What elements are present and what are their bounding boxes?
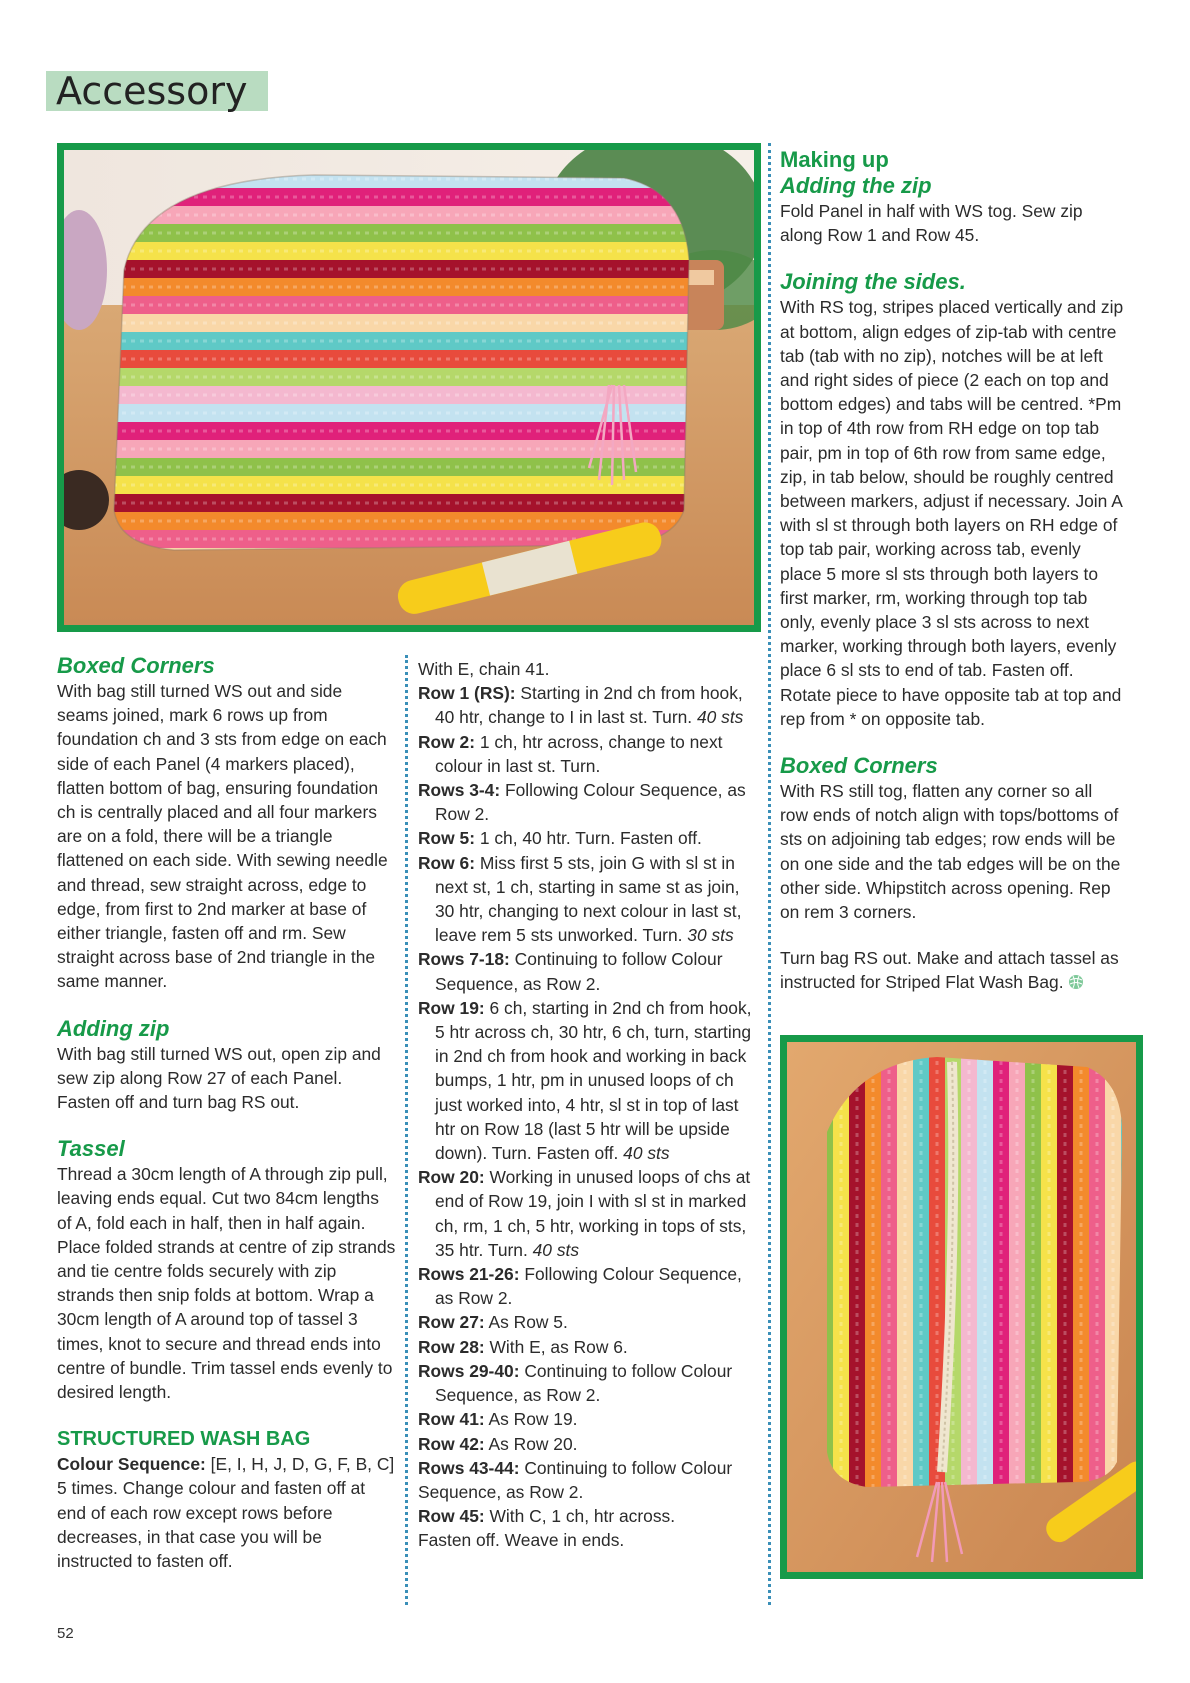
row-label: Rows 3-4: [418, 780, 501, 801]
making-up-heading: Making up [780, 147, 889, 172]
section-label: Accessory [46, 71, 268, 111]
row-text: Continuing to follow Colour Sequence, as Row 2. [435, 949, 723, 994]
row-label: Row 45: [418, 1506, 485, 1527]
row-text: With C, 1 ch, htr across. [484, 1506, 676, 1527]
final-text: Turn bag RS out. Make and attach tassel as instructed for Striped Flat Wash Bag. [780, 948, 1119, 993]
row-45 [418, 1504, 758, 1528]
boxed-corners-heading: Boxed Corners [57, 653, 215, 678]
row-text: With E, as Row 6. [484, 1336, 628, 1357]
row-label: Row 2: [418, 731, 476, 752]
row-instruction [418, 996, 758, 1165]
stitch-count: 40 sts [696, 707, 744, 728]
row-instruction [418, 1310, 758, 1334]
colour-sequence-text: [E, I, H, J, D, G, F, B, C] 5 times. Change colour and fasten off at end of each row except rows before decreases, in that case you will be instructed to fasten off. [57, 1454, 395, 1572]
row-text: As Row 19. [484, 1409, 578, 1430]
row-label: Row 19: [418, 997, 485, 1018]
row-label: Row 20: [418, 1167, 485, 1188]
row-text: 1 ch, 40 htr. Turn. Fasten off. [475, 828, 702, 849]
standing-bag-illustration [787, 1042, 1136, 1572]
middle-intro: With E, chain 41. [418, 659, 550, 679]
row-text: 1 ch, htr across, change to next colour in last st. Turn. [435, 731, 723, 776]
final-instructions [780, 946, 1125, 994]
stitch-count: 30 sts [687, 925, 734, 946]
stitch-count: 40 sts [623, 1143, 670, 1164]
top-photo [57, 143, 761, 632]
row-instruction [418, 1165, 758, 1262]
row-text: Continuing to follow Colour Sequence, as Row 2. [435, 1360, 733, 1406]
colour-sequence-label: Colour Sequence: [57, 1454, 206, 1475]
column-separator-2 [768, 143, 771, 1605]
row-text: Miss first 5 sts, join G with sl st in next st, 1 ch, starting in same st as join, 30 htr, changing to next colour in last st, leave rem 5 sts unworked. Turn. [435, 852, 742, 946]
adding-the-zip-heading: Adding the zip [780, 173, 932, 198]
tassel-body: Thread a 30cm length of A through zip pull, leaving ends equal. Cut two 84cm lengths of A, fold each in half, then in half again. Place folded strands at centre of zip strands and tie centre folds securely with zip strands then snip folds at bottom. Wrap a 30cm length of A around top of tassel 3 times, knot to secure and thread ends into centre of bundle. Trim tassel ends evenly to desired length. [57, 1164, 396, 1403]
row-label: Row 42: [418, 1433, 485, 1454]
tassel-heading: Tassel [57, 1136, 125, 1162]
bottom-photo [780, 1035, 1143, 1579]
middle-column [418, 657, 758, 1553]
row-label: Rows 21-26: [418, 1264, 520, 1285]
row-label: Rows 29-40: [418, 1360, 520, 1381]
row-instruction [418, 1262, 758, 1310]
page-number: 52 [57, 1625, 74, 1642]
row-text: As Row 5. [484, 1312, 568, 1333]
row-label: Row 28: [418, 1336, 485, 1357]
row-instruction [418, 1407, 758, 1431]
row-instruction [418, 826, 758, 850]
boxed-corners-heading-2: Boxed Corners [780, 753, 938, 779]
row-text: Starting in 2nd ch from hook, 40 htr, change to I in last st. Turn. [435, 683, 743, 728]
row-label: Row 41: [418, 1409, 485, 1430]
colour-sequence [57, 1452, 397, 1573]
row-instruction [418, 1432, 758, 1456]
row-instruction [418, 778, 758, 826]
row-instruction [418, 1335, 758, 1359]
row-instruction [418, 730, 758, 778]
row-43-44 [418, 1456, 758, 1504]
right-column [780, 147, 1125, 995]
adding-zip-heading: Adding zip [57, 1015, 170, 1041]
wash-bag-illustration [64, 150, 754, 625]
column-separator-1 [405, 655, 408, 1605]
row-text: As Row 20. [484, 1433, 578, 1454]
row-instruction [418, 1359, 758, 1407]
row-instruction [418, 851, 758, 948]
row-instruction [418, 947, 758, 995]
middle-final: Fasten off. Weave in ends. [418, 1530, 625, 1551]
row-label: Row 6: [418, 852, 476, 873]
row-text: Following Colour Sequence, as Row 2. [435, 1264, 742, 1309]
row-text: 6 ch, starting in 2nd ch from hook, 5 htr across ch, 30 htr, 6 ch, turn, starting in 2nd ch from hook and working in back bumps, 1 htr, pm in unused loops of ch just worked into, 4 htr, sl st in top of last htr on Row 18 (last 5 htr will be upside down). Turn. Fasten off. [435, 997, 752, 1164]
row-text: Following Colour Sequence, as Row 2. [435, 780, 746, 825]
row-label: Row 1 (RS): [418, 683, 516, 704]
joining-sides-body: With RS tog, stripes placed vertically and zip at bottom, align edges of zip-tab with centre tab (tab with no zip), notches will be at left and right sides of piece (2 each on top and bottom edges) and tabs will be centred. *Pm in top of 4th row from RH edge on top tab pair, pm in top of 6th row from same edge, zip, in tab below, should be roughly centred between markers, adjust if necessary. Join A with sl st through both layers on RH edge of top tab pair, working across tab, evenly place 5 more sl sts through both layers to first marker, rm, working through top tab only, evenly place 3 sl sts across to next marker, working through both layers, evenly place 6 sl sts to end of tab. Fasten off. Rotate piece to have opposite tab at top and rep from * on opposite tab. [780, 297, 1124, 729]
row-instruction [418, 681, 758, 729]
stitch-count: 40 sts [532, 1239, 580, 1260]
yarn-ball-icon [1068, 974, 1084, 990]
row-label: Rows 7-18: [418, 949, 510, 970]
row-instructions [418, 681, 758, 1456]
boxed-corners-body: With bag still turned WS out and side seams joined, mark 6 rows up from foundation ch and 3 sts from edge on each side of each Panel (4 markers placed), flatten bottom of bag, ensuring foundation ch is centrally placed and all four markers are on a fold, there will be a triangle flattened on each side. With sewing needle and thread, sew straight across, edge to edge, from first to 2nd marker at base of either triangle, fasten off and rm. Sew straight across base of 2nd triangle in the same manner. [57, 681, 388, 992]
row-label: Row 5: [418, 828, 476, 849]
structured-wash-bag-heading: STRUCTURED WASH BAG [57, 1428, 311, 1451]
adding-zip-body: With bag still turned WS out, open zip and sew zip along Row 27 of each Panel. Fasten off and turn bag RS out. [57, 1043, 381, 1113]
joining-sides-heading: Joining the sides. [780, 269, 966, 295]
row-text: Continuing to follow Colour Sequence, as Row 2. [418, 1457, 733, 1502]
row-label: Row 27: [418, 1312, 485, 1333]
row-text: Working in unused loops of chs at end of Row 19, join I with sl st in marked ch, rm, 1 ch, 5 htr, working in tops of sts, 35 htr. Turn. [435, 1167, 751, 1260]
adding-the-zip-body: Fold Panel in half with WS tog. Sew zip along Row 1 and Row 45. [780, 201, 1083, 246]
row-label: Rows 43-44: [418, 1457, 520, 1478]
left-column [57, 653, 397, 1573]
boxed-corners-body-2: With RS still tog, flatten any corner so all row ends of notch align with tops/bottoms of sts on adjoining tab edges; row ends will be on one side and the tab edges will be on the other side. Whipstitch across opening. Rep on rem 3 corners. [780, 781, 1121, 923]
